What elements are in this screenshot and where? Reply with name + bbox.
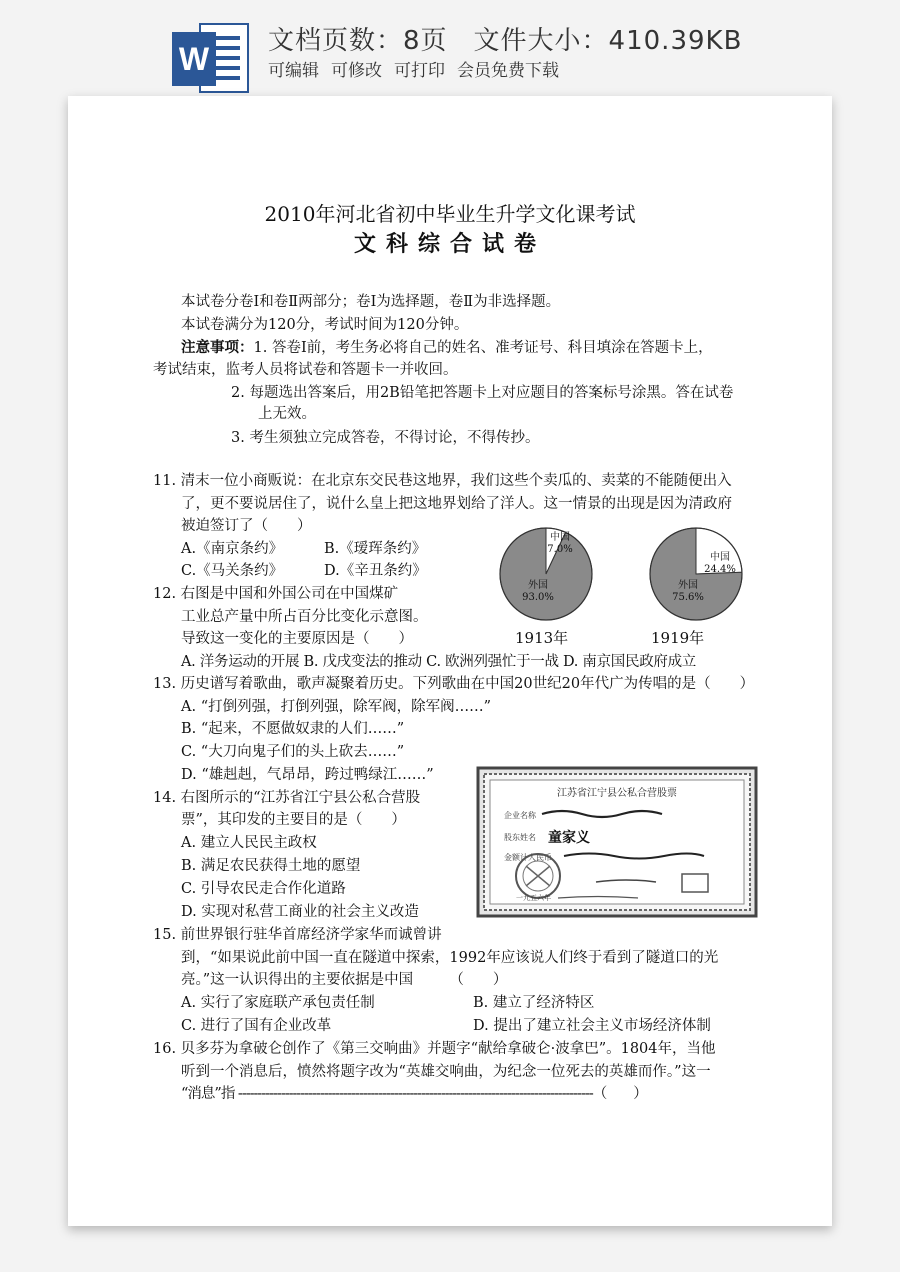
certificate-company-label: 企业名称: [504, 811, 536, 820]
q13-option-a: A. “打倒列强，打倒列强，除军阀，除军阀……”: [181, 699, 492, 715]
notice-2: 2. 每题选出答案后，用2B铅笔把答题卡上对应题目的答案标号涂黑。答在试卷: [231, 385, 734, 401]
pie-1913-title: 1913年: [515, 629, 569, 647]
feature-printable: 可打印: [394, 61, 445, 81]
q14-option-c: C. 引导农民走合作化道路: [181, 881, 346, 897]
q11-line-1: 11. 清末一位小商贩说：在北京东交民巷这地界，我们这些个卖瓜的、卖菜的不能随便出入: [153, 473, 732, 489]
q12-line-1: 12. 右图是中国和外国公司在中国煤矿: [153, 586, 399, 602]
exam-subtitle: 文科综合试卷: [353, 231, 546, 257]
pie-value-label: 93.0%: [522, 592, 554, 603]
q12-line-2: 工业总产量中所占百分比变化示意图。: [181, 609, 428, 625]
q15-line-3: 亮。”这一认识得出的主要依据是中国 （ ）: [181, 972, 508, 988]
feature-modifiable: 可修改: [331, 61, 382, 81]
q13-option-c: C. “大刀向鬼子们的头上砍去……”: [181, 744, 405, 760]
q11-option-d: D.《辛丑条约》: [324, 563, 427, 579]
notice-2-cont: 上无效。: [258, 406, 316, 422]
notice-1: [181, 338, 713, 358]
word-icon-letter: W: [178, 41, 210, 77]
q12-line-3: 导致这一变化的主要原因是（ ）: [181, 631, 413, 647]
notice-3: 3. 考生须独立完成答卷，不得讨论，不得传抄。: [231, 430, 540, 446]
notice-1-text: 1. 答卷Ⅰ前，考生务必将自己的姓名、准考证号、科目填涂在答题卡上，: [253, 340, 713, 356]
stock-certificate-image: [476, 766, 758, 918]
q14-line-2: 票”，其印发的主要目的是（ ）: [181, 812, 406, 828]
q16-line-2: 听到一个消息后，愤然将题字改为“英雄交响曲，为纪念一位死去的英雄而作。”这一: [181, 1064, 711, 1080]
certificate-title: 江苏省江宁县公私合营股票: [557, 788, 677, 799]
certificate-amount-label: 金额计人民币: [504, 853, 552, 862]
notice-1-cont: 考试结束，监考人员将试卷和答题卡一并收回。: [153, 362, 458, 378]
feature-list: [268, 56, 571, 81]
certificate-holder-label: 股东姓名: [504, 833, 536, 842]
header-bar: [0, 0, 900, 96]
q15-option-d: D. 提出了建立社会主义市场经济体制: [473, 1018, 711, 1034]
q15-line-2: 到，“如果说此前中国一直在隧道中探索，1992年应该说人们终于看到了隧道口的光: [181, 950, 719, 966]
pie-chart-1919: [650, 528, 742, 620]
q15-option-a: A. 实行了家庭联产承包责任制: [181, 995, 375, 1011]
feature-editable: 可编辑: [268, 61, 319, 81]
q15-option-c: C. 进行了国有企业改革: [181, 1018, 332, 1034]
word-document-icon: [172, 20, 252, 96]
certificate-holder-name: 童家义: [548, 830, 590, 846]
q14-option-b: B. 满足农民获得土地的愿望: [181, 858, 361, 874]
pie-value-label: 24.4%: [704, 564, 736, 575]
pie-label: 中国: [710, 552, 730, 563]
q13-option-b: B. “起来，不愿做奴隶的人们……”: [181, 721, 405, 737]
feature-member-download: 会员免费下载: [457, 61, 559, 81]
q14-option-a: A. 建立人民民主政权: [181, 835, 317, 851]
file-size: 文件大小：410.39KB: [473, 26, 743, 56]
q11-line-3: 被迫签订了（ ）: [181, 518, 312, 534]
exam-title: 2010年河北省初中毕业生升学文化课考试: [264, 202, 636, 226]
pie-value-label: 75.6%: [672, 592, 704, 603]
q15-option-b: B. 建立了经济特区: [473, 995, 595, 1011]
intro-line-2: 本试卷满分为120分，考试时间为120分钟。: [181, 317, 469, 333]
page-count: 文档页数：8页: [268, 26, 448, 56]
pie-value-label: 7.0%: [547, 544, 573, 555]
certificate-date: 一九五六年: [516, 894, 551, 902]
pie-label: 外国: [678, 580, 698, 591]
pie-1919-title: 1919年: [651, 629, 705, 647]
q16-line-1: 16. 贝多芬为拿破仑创作了《第三交响曲》并题字“献给拿破仑·波拿巴”。1804年，当他: [153, 1041, 716, 1057]
q13-option-d: D. “雄赳赳，气昂昂，跨过鸭绿江……”: [181, 767, 434, 783]
q11-option-b: B.《瑷珲条约》: [324, 541, 427, 557]
q13-line-1: 13. 历史谱写着歌曲，歌声凝聚着历史。下列歌曲在中国20世纪20年代广为传唱的是（ ）: [153, 676, 755, 692]
q11-option-c: C.《马关条约》: [181, 563, 284, 579]
pie-label: 外国: [528, 580, 548, 591]
q16-line-3: “消息”指 -------------------------------------------------------------------------------------------（ ）: [181, 1086, 647, 1102]
pie-chart-1913: [500, 528, 592, 620]
q14-line-1: 14. 右图所示的“江苏省江宁县公私合营股: [153, 790, 421, 806]
pie-label: 中国: [550, 532, 570, 543]
q11-option-a: A.《南京条约》: [181, 541, 284, 557]
file-info: [268, 20, 768, 57]
intro-line-1: 本试卷分卷Ⅰ和卷Ⅱ两部分；卷Ⅰ为选择题，卷Ⅱ为非选择题。: [181, 294, 561, 310]
q11-line-2: 了，更不要说居住了，说什么皇上把这地界划给了洋人。这一情景的出现是因为清政府: [181, 496, 732, 512]
q14-option-d: D. 实现对私营工商业的社会主义改造: [181, 904, 419, 920]
notice-label: 注意事项：: [181, 339, 254, 356]
q15-line-1: 15. 前世界银行驻华首席经济学家华而诚曾讲: [153, 927, 442, 943]
q12-options: A. 洋务运动的开展 B. 戊戌变法的推动 C. 欧洲列强忙于一战 D. 南京国民政府成立: [181, 654, 697, 670]
document-page: [68, 96, 832, 1226]
